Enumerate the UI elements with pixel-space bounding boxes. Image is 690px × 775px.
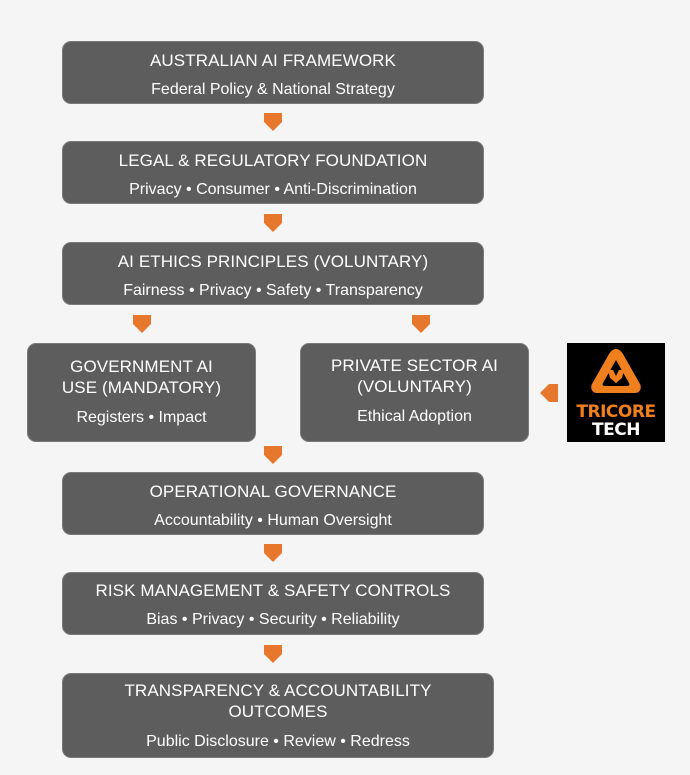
box-title-line2: (VOLUNTARY) bbox=[357, 377, 472, 396]
box-subtitle: Accountability • Human Oversight bbox=[154, 512, 392, 529]
down-arrow-icon bbox=[133, 315, 151, 333]
box-title-line2: USE (MANDATORY) bbox=[61, 378, 222, 397]
box-title-line1: PRIVATE SECTOR AI bbox=[330, 356, 499, 375]
box-subtitle: Public Disclosure • Review • Redress bbox=[146, 733, 410, 750]
box-legal-regulatory-foundation bbox=[62, 141, 484, 204]
box-title-line1: GOVERNMENT AI bbox=[70, 357, 213, 376]
box-title: OPERATIONAL GOVERNANCE bbox=[149, 482, 397, 501]
box-subtitle: Privacy • Consumer • Anti-Discrimination bbox=[129, 181, 417, 198]
box-subtitle: Federal Policy & National Strategy bbox=[151, 81, 395, 98]
logo-word-tricore: TRICORE bbox=[576, 402, 656, 422]
left-arrow-icon bbox=[540, 384, 558, 402]
box-government-ai-use bbox=[27, 343, 256, 442]
box-ai-ethics-principles bbox=[62, 242, 484, 305]
logo-word-tech: TECH bbox=[592, 420, 640, 440]
box-australian-ai-framework bbox=[62, 41, 484, 104]
box-subtitle: Bias • Privacy • Security • Reliability bbox=[146, 611, 400, 628]
tricore-tech-logo bbox=[567, 343, 665, 442]
box-title-line2: OUTCOMES bbox=[228, 702, 328, 721]
box-transparency-accountability-outcomes bbox=[62, 673, 494, 758]
down-arrow-icon bbox=[264, 214, 282, 232]
box-private-sector-ai bbox=[300, 343, 529, 442]
box-title: AUSTRALIAN AI FRAMEWORK bbox=[149, 51, 396, 70]
down-arrow-icon bbox=[412, 315, 430, 333]
box-subtitle: Fairness • Privacy • Safety • Transparency bbox=[123, 282, 423, 299]
box-subtitle: Ethical Adoption bbox=[357, 408, 472, 425]
box-subtitle: Registers • Impact bbox=[76, 409, 207, 426]
box-title-line1: TRANSPARENCY & ACCOUNTABILITY bbox=[124, 681, 432, 700]
box-operational-governance bbox=[62, 472, 484, 535]
box-title: RISK MANAGEMENT & SAFETY CONTROLS bbox=[95, 581, 451, 600]
down-arrow-icon bbox=[264, 645, 282, 663]
box-title: AI ETHICS PRINCIPLES (VOLUNTARY) bbox=[117, 252, 429, 271]
down-arrow-icon bbox=[264, 544, 282, 562]
box-risk-management-safety-controls bbox=[62, 572, 484, 635]
down-arrow-icon bbox=[264, 113, 282, 131]
box-title: LEGAL & REGULATORY FOUNDATION bbox=[118, 151, 428, 170]
down-arrow-icon bbox=[264, 446, 282, 464]
